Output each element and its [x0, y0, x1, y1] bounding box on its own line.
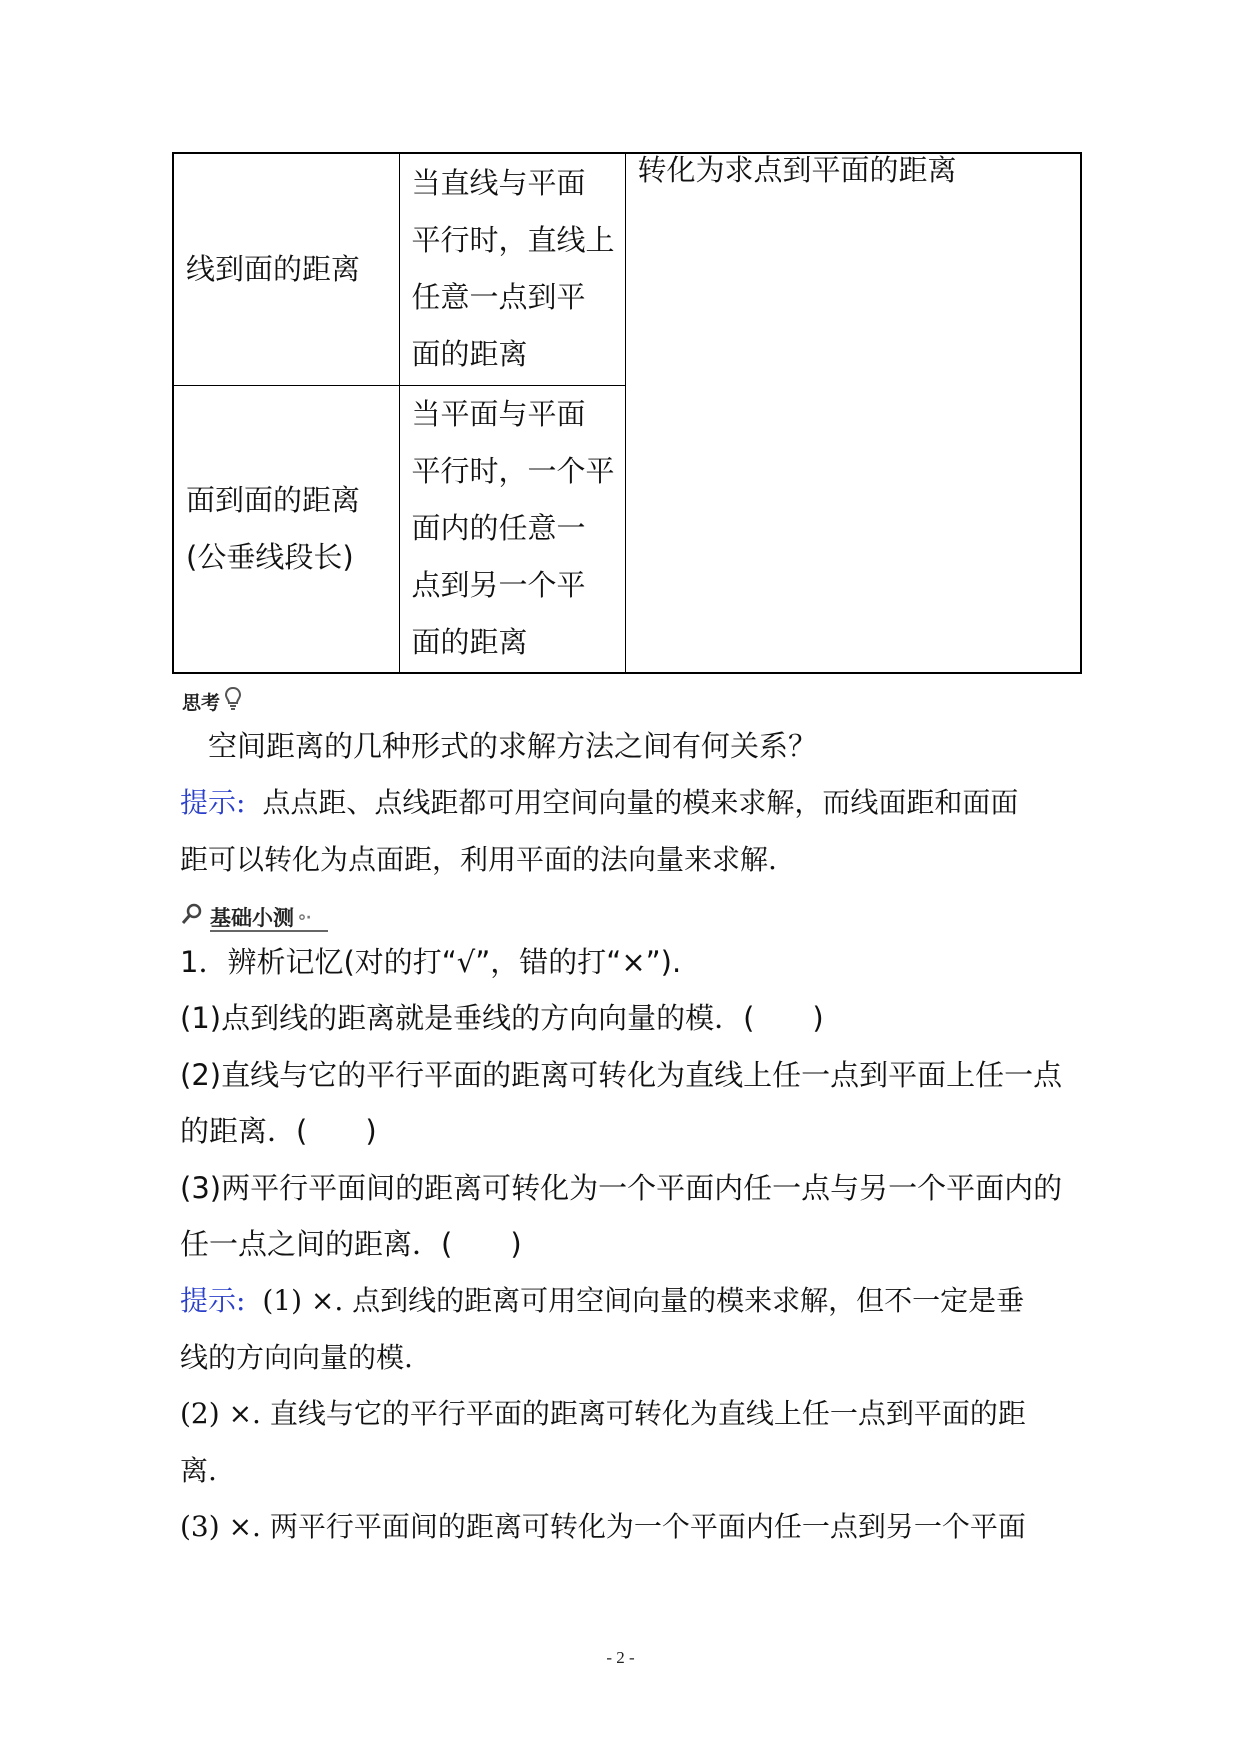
row2-name-line: 面到面的距离 [186, 482, 361, 517]
row2-name [173, 385, 399, 673]
hint-label: 提示: [180, 1284, 246, 1317]
basic-test-badge [180, 900, 311, 934]
q1-item: 任一点之间的距离．( ) [180, 1227, 522, 1261]
think-hint-text: 点点距、点线距都可用空间向量的模来求解，而线面距和面面 [262, 786, 1019, 819]
bulb-icon [223, 686, 243, 716]
row2-def-line: 面内的任意一 [411, 511, 586, 546]
row1-def-line: 平行时，直线上 [411, 223, 615, 258]
answer-hint-line: (3) ×. 两平行平面间的距离可转化为一个平面内任一点到另一个平面 [180, 1510, 1026, 1543]
answer-hint-line: (2) ×. 直线与它的平行平面的距离可转化为直线上任一点到平面的距 [180, 1397, 1026, 1430]
magnifier-icon-svg [180, 902, 204, 926]
think-label-text: 思考 [182, 691, 221, 714]
row1-name-text: 线到面的距离 [186, 251, 361, 286]
row2-definition [399, 385, 625, 673]
table-row [173, 153, 1081, 385]
row2-def-line: 平行时，一个平 [411, 454, 615, 489]
row2-def-line: 当平面与平面 [411, 397, 586, 432]
row1-definition [399, 153, 625, 385]
think-hint-line-2: 距可以转化为点面距，利用平面的法向量来求解. [180, 843, 777, 876]
row2-def-line: 面的距离 [411, 625, 528, 660]
magnifier-icon [180, 902, 204, 932]
row1-def-line: 任意一点到平 [411, 280, 586, 315]
q1-item: (2)直线与它的平行平面的距离可转化为直线上任一点到平面上任一点 [180, 1058, 1063, 1092]
answer-hint-text: (1) ×. 点到线的距离可用空间向量的模来求解，但不一定是垂 [262, 1284, 1025, 1317]
method-cell [625, 153, 1081, 673]
q1-item: (3)两平行平面间的距离可转化为一个平面内任一点与另一个平面内的 [180, 1171, 1063, 1205]
row2-def-line: 点到另一个平 [411, 568, 586, 603]
answer-hint-line: 离. [180, 1454, 217, 1487]
q1-title: 1．辨析记忆(对的打“√”，错的打“×”). [180, 945, 682, 979]
page-number: - 2 - [606, 1648, 635, 1667]
answer-hint-line: 线的方向向量的模. [180, 1341, 413, 1374]
q1-item: (1)点到线的距离就是垂线的方向向量的模．( ) [180, 1001, 824, 1035]
trail-dots-icon: ⸰· [298, 909, 312, 926]
row1-def-line: 面的距离 [411, 337, 528, 372]
answer-hint-line [180, 1281, 1024, 1321]
method-text: 转化为求点到平面的距离 [637, 153, 957, 187]
row1-name [173, 153, 399, 385]
row2-name-line: (公垂线段长) [186, 539, 354, 574]
think-hint-line [180, 783, 1018, 823]
think-badge [182, 685, 243, 717]
hint-label: 提示: [180, 786, 246, 819]
row1-def-line: 当直线与平面 [411, 166, 586, 201]
q1-item: 的距离．( ) [180, 1114, 377, 1148]
distance-table [172, 152, 1082, 674]
basic-test-label-text: 基础小测 [210, 906, 294, 930]
bulb-icon-svg [223, 686, 243, 710]
think-question: 空间距离的几种形式的求解方法之间有何关系？ [208, 729, 818, 763]
badge-underline [210, 930, 328, 932]
